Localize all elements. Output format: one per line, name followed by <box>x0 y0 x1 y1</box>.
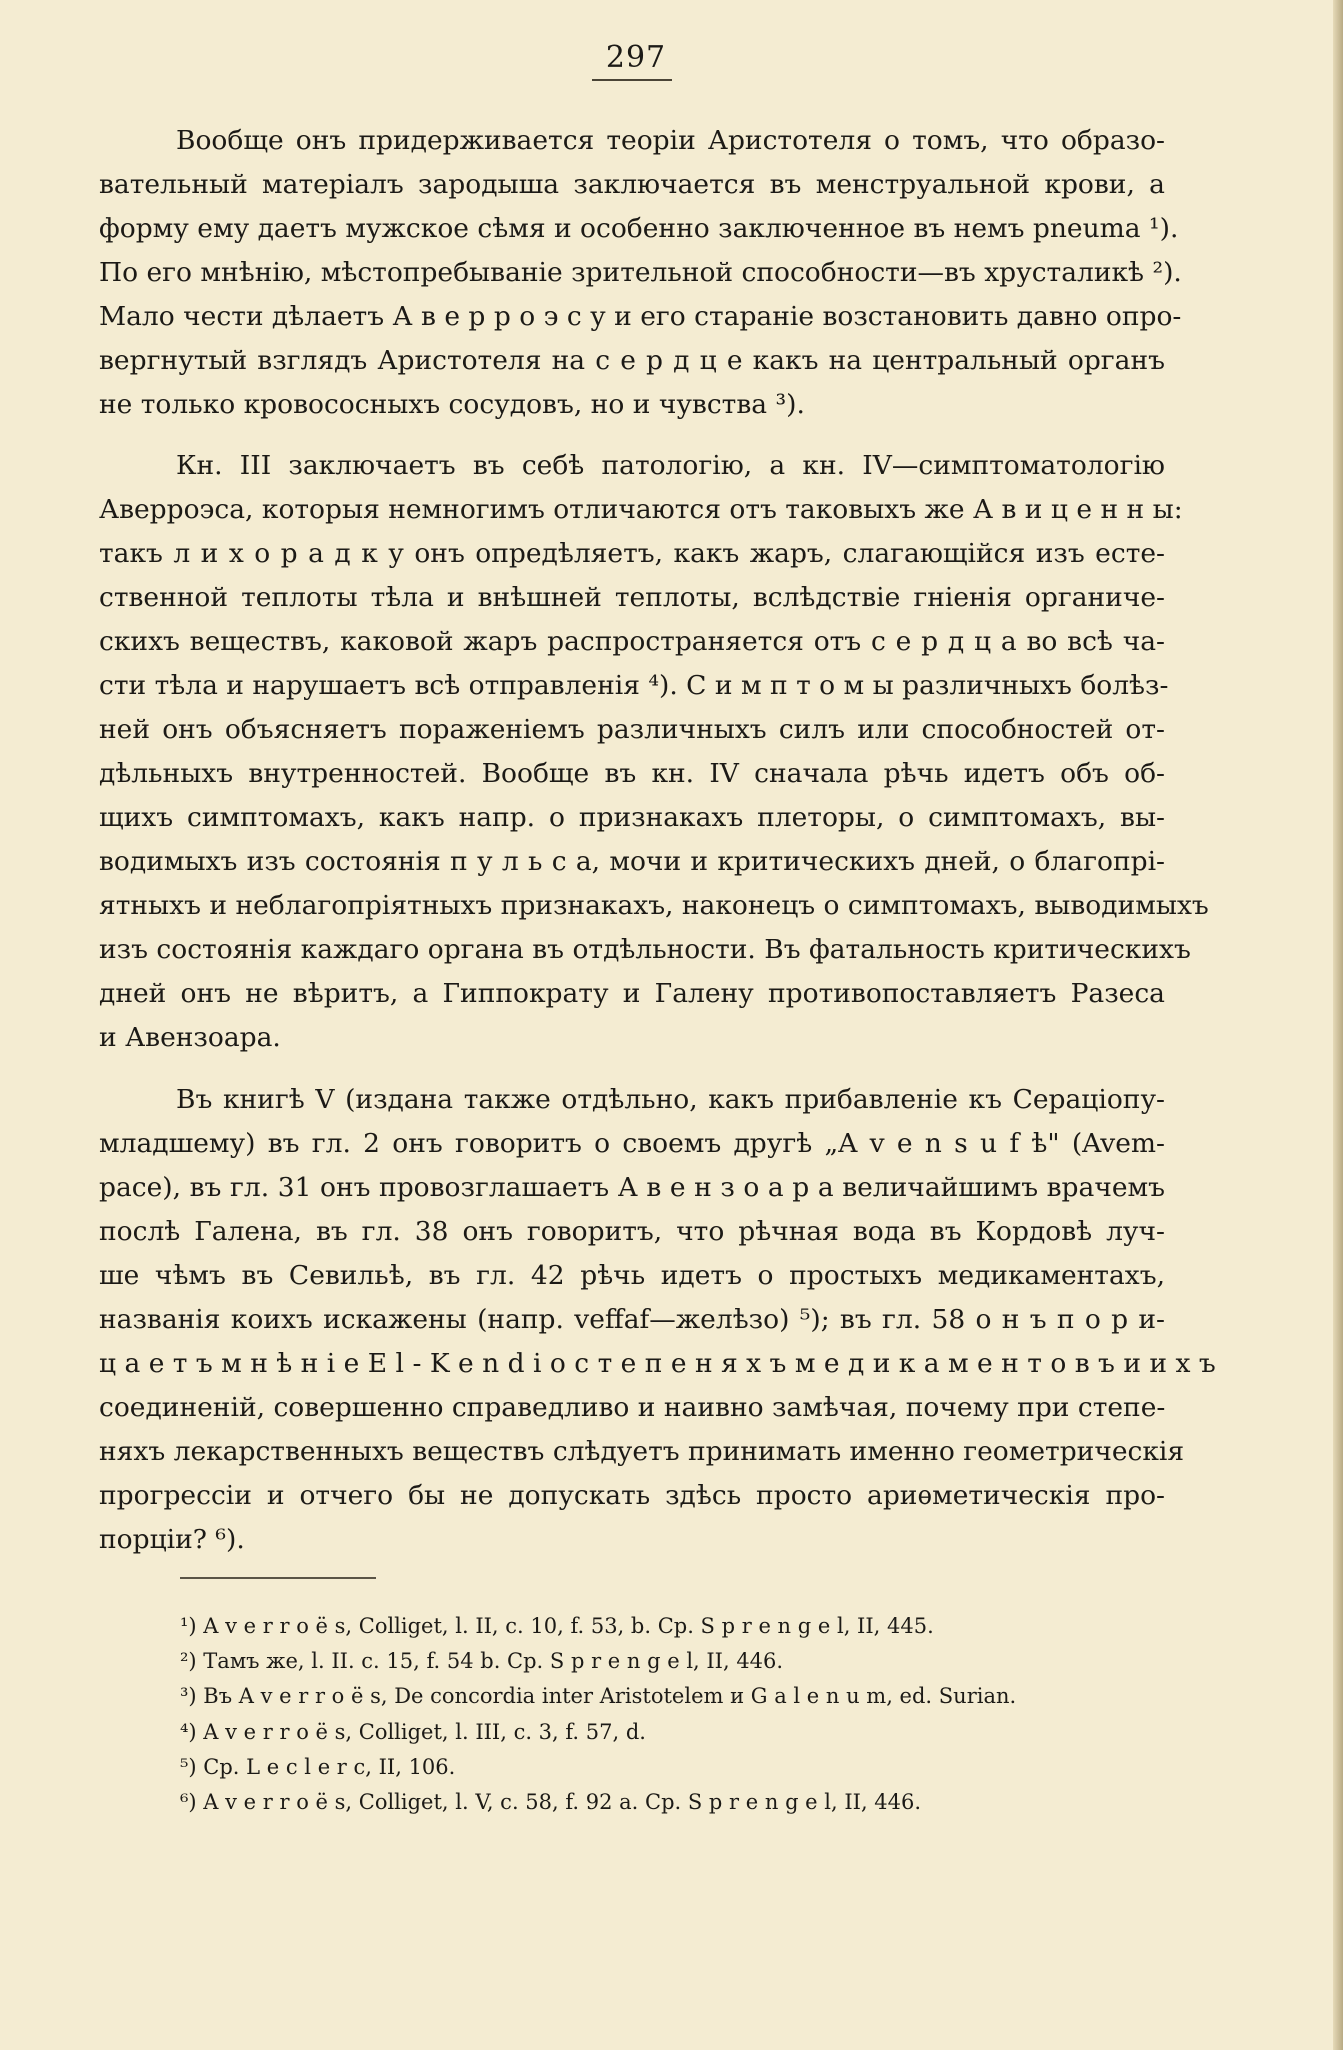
paragraph-2-line-8: дѣльныхъ внутренностей. Вообще въ кн. IV сначала рѣчь идетъ объ об- <box>99 758 1165 789</box>
paragraph-3-line-3: pace), въ гл. 31 онъ провозглашаетъ А в е н з о а р а величайшимъ врачемъ <box>99 1172 1165 1203</box>
paragraph-1-line-1: Вообще онъ придерживается теоріи Аристотеля о томъ, что образо- <box>176 125 1165 156</box>
paragraph-2-line-9: щихъ симптомахъ, какъ напр. о признакахъ плеторы, о симптомахъ, вы- <box>99 802 1165 833</box>
paragraph-2-line-13: дней онъ не вѣритъ, а Гиппократу и Галену противопоставляетъ Разеса <box>99 978 1165 1009</box>
paragraph-2-line-10: водимыхъ изъ состоянія п у л ь с а, мочи и критическихъ дней, о благопрі- <box>99 846 1165 877</box>
page-number: 297 <box>605 40 667 75</box>
paragraph-2-line-7: ней онъ объясняетъ пораженіемъ различныхъ силъ или способностей от- <box>99 714 1165 745</box>
paragraph-3-line-4: послѣ Галена, въ гл. 38 онъ говоритъ, что рѣчная вода въ Кордовѣ луч- <box>99 1216 1165 1247</box>
paragraph-3-line-8: соединеній, совершенно справедливо и наивно замѣчая, почему при степе- <box>99 1392 1166 1423</box>
paragraph-3-line-11: порціи? ⁶). <box>99 1524 245 1555</box>
page-edge-shadow <box>1333 0 1343 2050</box>
page-number-rule <box>592 79 672 81</box>
paragraph-2-line-3: такъ л и х о р а д к у онъ опредѣляетъ, какъ жаръ, слагающійся изъ есте- <box>99 538 1165 569</box>
paragraph-1-line-4: По его мнѣнію, мѣстопребываніе зрительной способности—въ хрусталикѣ ²). <box>99 257 1182 288</box>
paragraph-1-line-7: не только кровососныхъ сосудовъ, но и чувства ³). <box>99 389 805 420</box>
footnote-separator <box>180 1577 376 1579</box>
paragraph-2-line-4: ственной теплоты тѣла и внѣшней теплоты, вслѣдствіе гніенія органиче- <box>99 582 1165 613</box>
paragraph-2-line-5: скихъ веществъ, каковой жаръ распространяется отъ с е р д ц а во всѣ ча- <box>99 626 1165 657</box>
paragraph-2-line-14: и Авензоара. <box>99 1022 281 1053</box>
paragraph-2-line-12: изъ состоянія каждаго органа въ отдѣльности. Въ фатальность критическихъ <box>99 934 1191 965</box>
footnote-4: ⁴) A v e r r o ë s, Colliget, l. III, c. 3, f. 57, d. <box>180 1720 646 1744</box>
paragraph-3-line-9: няхъ лекарственныхъ веществъ слѣдуетъ принимать именно геометрическія <box>99 1436 1185 1467</box>
footnote-3: ³) Въ A v e r r o ë s, De concordia inter Aristotelem и G a l e n u m, ed. Surian. <box>180 1684 1017 1708</box>
footnote-1: ¹) A v e r r o ë s, Colliget, l. II, c. 10, f. 53, b. Cp. S p r e n g e l, II, 445. <box>180 1614 934 1638</box>
paragraph-3-line-10: прогрессіи и отчего бы не допускать здѣсь просто ариѳметическія про- <box>99 1480 1165 1511</box>
footnote-6: ⁶) A v e r r o ë s, Colliget, l. V, c. 58, f. 92 a. Cp. S p r e n g e l, II, 446. <box>180 1790 922 1814</box>
footnote-2: ²) Тамъ же, l. II. c. 15, f. 54 b. Cp. S p r e n g e l, II, 446. <box>180 1649 784 1673</box>
paragraph-2-line-2: Аверроэса, которыя немногимъ отличаются отъ таковыхъ же А в и ц е н н ы: <box>99 494 1183 525</box>
paragraph-2-line-11: ятныхъ и неблагопріятныхъ признакахъ, наконецъ о симптомахъ, выводимыхъ <box>99 890 1209 921</box>
footnote-5: ⁵) Cp. L e c l e r c, II, 106. <box>180 1755 456 1779</box>
paragraph-1-line-2: вательный матеріалъ зародыша заключается въ менструальной крови, а <box>99 169 1165 200</box>
paragraph-1-line-5: Мало чести дѣлаетъ А в е р р о э с у и его стараніе возстановить давно опро- <box>99 301 1182 332</box>
paragraph-3-line-5: ше чѣмъ въ Севильѣ, въ гл. 42 рѣчь идетъ о простыхъ медикаментахъ, <box>99 1260 1165 1291</box>
paragraph-3-line-7: ц а е т ъ м н ѣ н і е E l - K e n d i о с т е п е н я х ъ м е д и к а м е н т о в ъ и и х ъ <box>99 1348 1216 1379</box>
paragraph-3-line-6: названія коихъ искажены (напр. veffaf—желѣзо) ⁵); въ гл. 58 о н ъ п о р и- <box>99 1304 1165 1335</box>
paragraph-3-line-2: младшему) въ гл. 2 онъ говоритъ о своемъ другѣ „A v e n s u f ѣ" (Avem- <box>99 1128 1165 1159</box>
paragraph-2-line-1: Кн. III заключаетъ въ себѣ патологію, а кн. IV—симптоматологію <box>176 450 1165 481</box>
paragraph-2-line-6: сти тѣла и нарушаетъ всѣ отправленія ⁴). С и м п т о м ы различныхъ болѣз- <box>99 670 1169 701</box>
paragraph-1-line-6: вергнутый взглядъ Аристотеля на с е р д ц е какъ на центральный органъ <box>99 345 1165 376</box>
paragraph-3-line-1: Въ книгѣ V (издана также отдѣльно, какъ прибавленіе къ Сераціопу- <box>176 1084 1165 1115</box>
paragraph-1-line-3: форму ему даетъ мужское сѣмя и особенно заключенное въ немъ pneuma ¹). <box>99 213 1179 244</box>
